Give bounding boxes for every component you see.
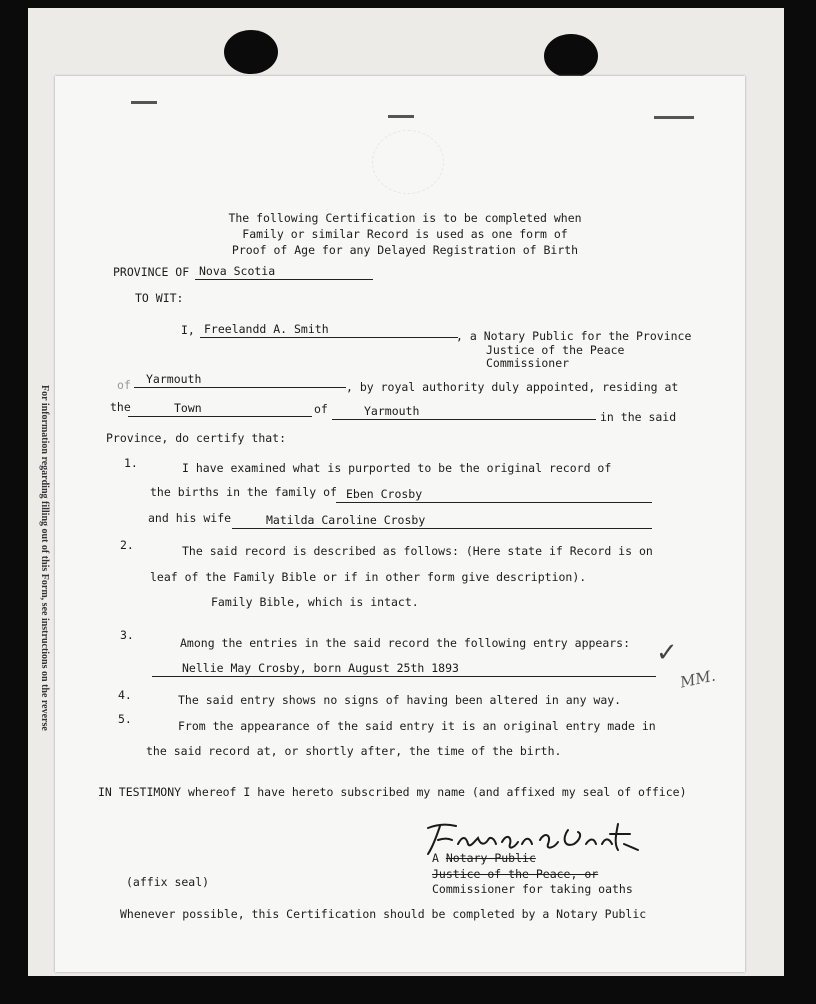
handwritten-initials: MM. (678, 666, 717, 692)
of-mid: of (314, 402, 328, 416)
item-2-description: Family Bible, which is intact. (211, 595, 419, 609)
of-prefix: of (117, 378, 131, 392)
header-line-2: Family or similar Record is used as one form of (242, 227, 568, 241)
sig-title-a (432, 851, 536, 865)
the-prefix: the (110, 400, 131, 414)
of-field (134, 373, 346, 388)
sig-title-a-letter: A (432, 851, 439, 865)
item-3-number: 3. (120, 628, 134, 642)
affix-seal-note: (affix seal) (126, 875, 210, 889)
sig-title-commissioner: Commissioner for taking oaths (432, 882, 633, 896)
province-value: Nova Scotia (199, 264, 276, 278)
declarant-title-3: Commissioner (486, 356, 570, 370)
header-line-1: The following Certification is to be completed when (228, 211, 582, 225)
of-value: Yarmouth (146, 372, 202, 386)
declarant-title-1: , a Notary Public for the Province (456, 329, 692, 343)
item-2-line-1: The said record is described as follows: (Here state if Record is on (182, 544, 653, 558)
town-field (128, 402, 312, 417)
entry-value: Nellie May Crosby, born August 25th 1893 (182, 661, 459, 675)
side-note (40, 385, 52, 945)
staple-mark-left (131, 101, 157, 104)
staple-mark-center (388, 115, 414, 118)
family-field (336, 488, 652, 503)
declarant-field (200, 323, 458, 338)
place-value: Yarmouth (364, 404, 420, 418)
place-field (332, 405, 596, 420)
item-1-number: 1. (124, 456, 138, 470)
item-5-number: 5. (118, 712, 132, 726)
embossed-seal (372, 130, 444, 194)
to-wit-label: TO WIT: (135, 291, 184, 305)
item-1-line-2: the births in the family of (150, 485, 337, 499)
item-4-number: 4. (118, 688, 132, 702)
item-4-text: The said entry shows no signs of having been altered in any way. (178, 693, 622, 707)
of-suffix: , by royal authority duly appointed, residing at (346, 380, 679, 394)
province-field (195, 265, 373, 280)
wife-field (232, 514, 652, 529)
item-5-line-2: the said record at, or shortly after, the time of the birth. (146, 744, 562, 758)
item-1-line-1: I have examined what is purported to be the original record of (182, 461, 612, 475)
item-5-line-1: From the appearance of the said entry it is an original entry made in (178, 719, 656, 733)
declarant-prefix: I, (181, 323, 195, 337)
declarant-name: Freelandd A. Smith (204, 322, 329, 336)
punch-hole-right (544, 34, 598, 78)
footer-note: Whenever possible, this Certification should be completed by a Notary Public (120, 907, 647, 921)
town-value: Town (174, 401, 202, 415)
entry-field (152, 662, 656, 677)
declarant-title-2: Justice of the Peace (486, 343, 625, 357)
item-2-line-2: leaf of the Family Bible or if in other form give description). (150, 570, 587, 584)
punch-hole-left (224, 30, 278, 74)
item-2-number: 2. (120, 538, 134, 552)
staple-mark-right (654, 116, 694, 119)
check-mark-icon: ✓ (656, 638, 678, 668)
wife-value: Matilda Caroline Crosby (266, 513, 426, 527)
side-note-text: For information regarding filling out of this Form, see instructions on the reverse (39, 385, 50, 731)
item-1-line-3: and his wife (148, 511, 232, 525)
sig-title-justice: Justice of the Peace, or (432, 867, 599, 881)
testimony-line: IN TESTIMONY whereof I have hereto subscribed my name (and affixed my seal of office) (98, 785, 687, 799)
certify-line: Province, do certify that: (106, 431, 287, 445)
header-line-3: Proof of Age for any Delayed Registration of Birth (231, 243, 579, 257)
family-value: Eben Crosby (346, 487, 423, 501)
sig-title-notary: Notary Public (445, 851, 536, 865)
item-3-line-1: Among the entries in the said record the following entry appears: (180, 636, 631, 650)
province-label: PROVINCE OF (113, 265, 190, 279)
the-suffix: in the said (600, 410, 677, 424)
